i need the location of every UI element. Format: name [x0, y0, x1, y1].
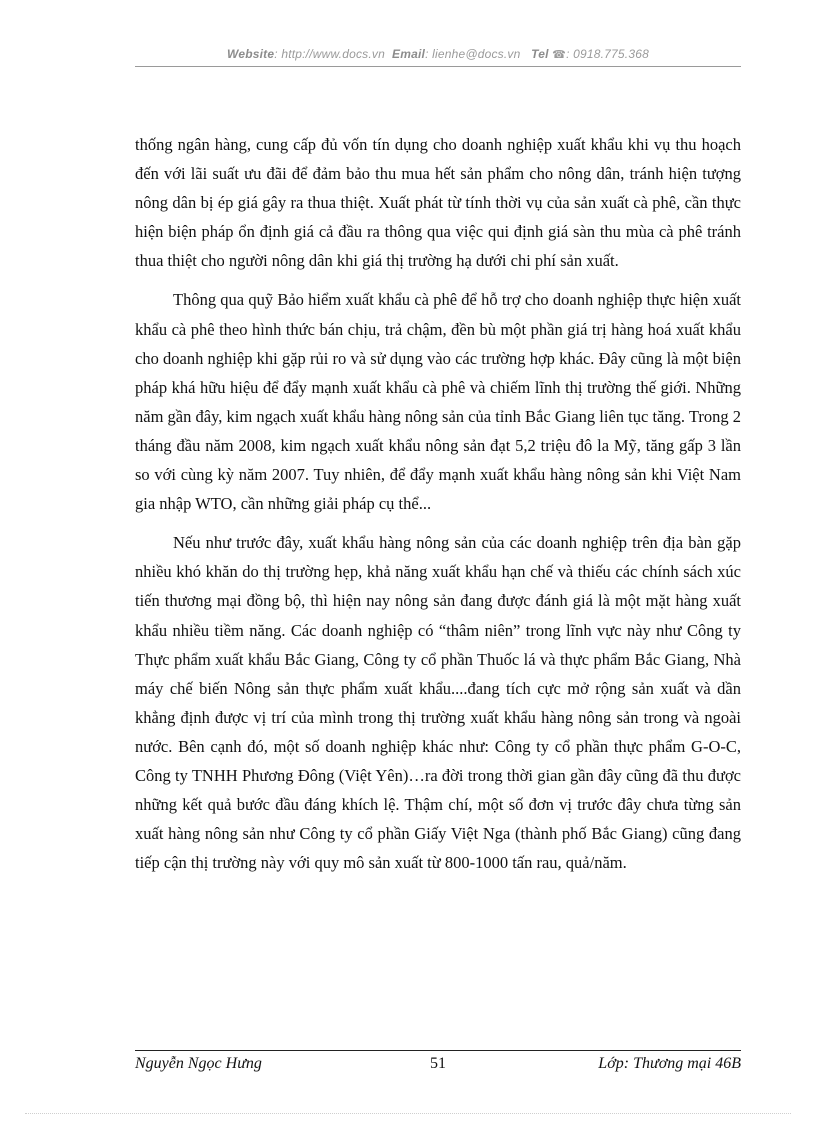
- tel-value: : 0918.775.368: [566, 47, 649, 61]
- page-bottom-border: [25, 1113, 791, 1114]
- footer-divider: [135, 1050, 741, 1051]
- page-number: 51: [430, 1055, 446, 1072]
- document-body: [135, 130, 741, 887]
- header-divider: [135, 66, 741, 67]
- email-label: Email: [392, 47, 426, 61]
- footer-class: Lớp: Thương mại 46B: [598, 1055, 741, 1072]
- page-header: [135, 47, 741, 61]
- page-footer: [135, 1055, 741, 1079]
- paragraph-3: Nếu như trước đây, xuất khẩu hàng nông sản của các doanh nghiệp trên địa bàn gặp nhiều khó khăn do thị trường hẹp, khả năng xuất khẩu hạn chế và thiếu các chính sách xúc tiến thương mại đồng bộ, thì hiện nay nông sản đang được đánh giá là một mặt hàng xuất khẩu nhiều tiềm năng. Các doanh nghiệp có “thâm niên” trong lĩnh vực này như Công ty Thực phẩm xuất khẩu Bắc Giang, Công ty cổ phần Thuốc lá và thực phẩm Bắc Giang, Nhà máy chế biến Nông sản thực phẩm xuất khẩu....đang tích cực mở rộng sản xuất và dần khẳng định được vị trí của mình trong thị trường xuất khẩu hàng nông sản trong và ngoài nước. Bên cạnh đó, một số doanh nghiệp khác như: Công ty cổ phần thực phẩm G-O-C, Công ty TNHH Phương Đông (Việt Yên)…ra đời trong thời gian gần đây cũng đã thu được những kết quả bước đầu đáng khích lệ. Thậm chí, một số đơn vị trước đây chưa từng sản xuất hàng nông sản như Công ty cổ phần Giấy Việt Nga (thành phố Bắc Giang) cũng đang tiếp cận thị trường này với quy mô sản xuất từ 800-1000 tấn rau, quả/năm.: [135, 533, 741, 873]
- telephone-icon: ☎: [552, 49, 567, 61]
- tel-label: Tel: [531, 47, 549, 61]
- paragraph-1: thống ngân hàng, cung cấp đủ vốn tín dụng cho doanh nghiệp xuất khẩu khi vụ thu hoạch đến với lãi suất ưu đãi để đảm bảo thu mua hết sản phẩm cho nông dân, tránh hiện tượng nông dân bị ép giá gây ra thua thiệt. Xuất phát từ tính thời vụ của sản xuất cà phê, cần thực hiện biện pháp ổn định giá cả đầu ra thông qua việc qui định giá sàn thu mùa cà phê tránh thua thiệt cho người nông dân khi giá thị trường hạ dưới chi phí sản xuất.: [135, 135, 741, 271]
- paragraph-2: Thông qua quỹ Bảo hiểm xuất khẩu cà phê để hỗ trợ cho doanh nghiệp thực hiện xuất khẩu cà phê theo hình thức bán chịu, trả chậm, đền bù một phần giá trị hàng hoá xuất khẩu cho doanh nghiệp khi gặp rủi ro và sử dụng vào các trường hợp khác. Đây cũng là một biện pháp khá hữu hiệu để đẩy mạnh xuất khẩu cà phê và chiếm lĩnh thị trường thế giới. Những năm gần đây, kim ngạch xuất khẩu hàng nông sản của tỉnh Bắc Giang liên tục tăng. Trong 2 tháng đầu năm 2008, kim ngạch xuất khẩu nông sản đạt 5,2 triệu đô la Mỹ, tăng gấp 3 lần so với cùng kỳ năm 2007. Tuy nhiên, để đẩy mạnh xuất khẩu hàng nông sản khi Việt Nam gia nhập WTO, cần những giải pháp cụ thể...: [135, 290, 741, 514]
- email-value: : lienhe@docs.vn: [425, 47, 521, 61]
- footer-author: Nguyễn Ngọc Hưng: [135, 1055, 262, 1072]
- website-value: : http://www.docs.vn: [274, 47, 385, 61]
- website-label: Website: [227, 47, 275, 61]
